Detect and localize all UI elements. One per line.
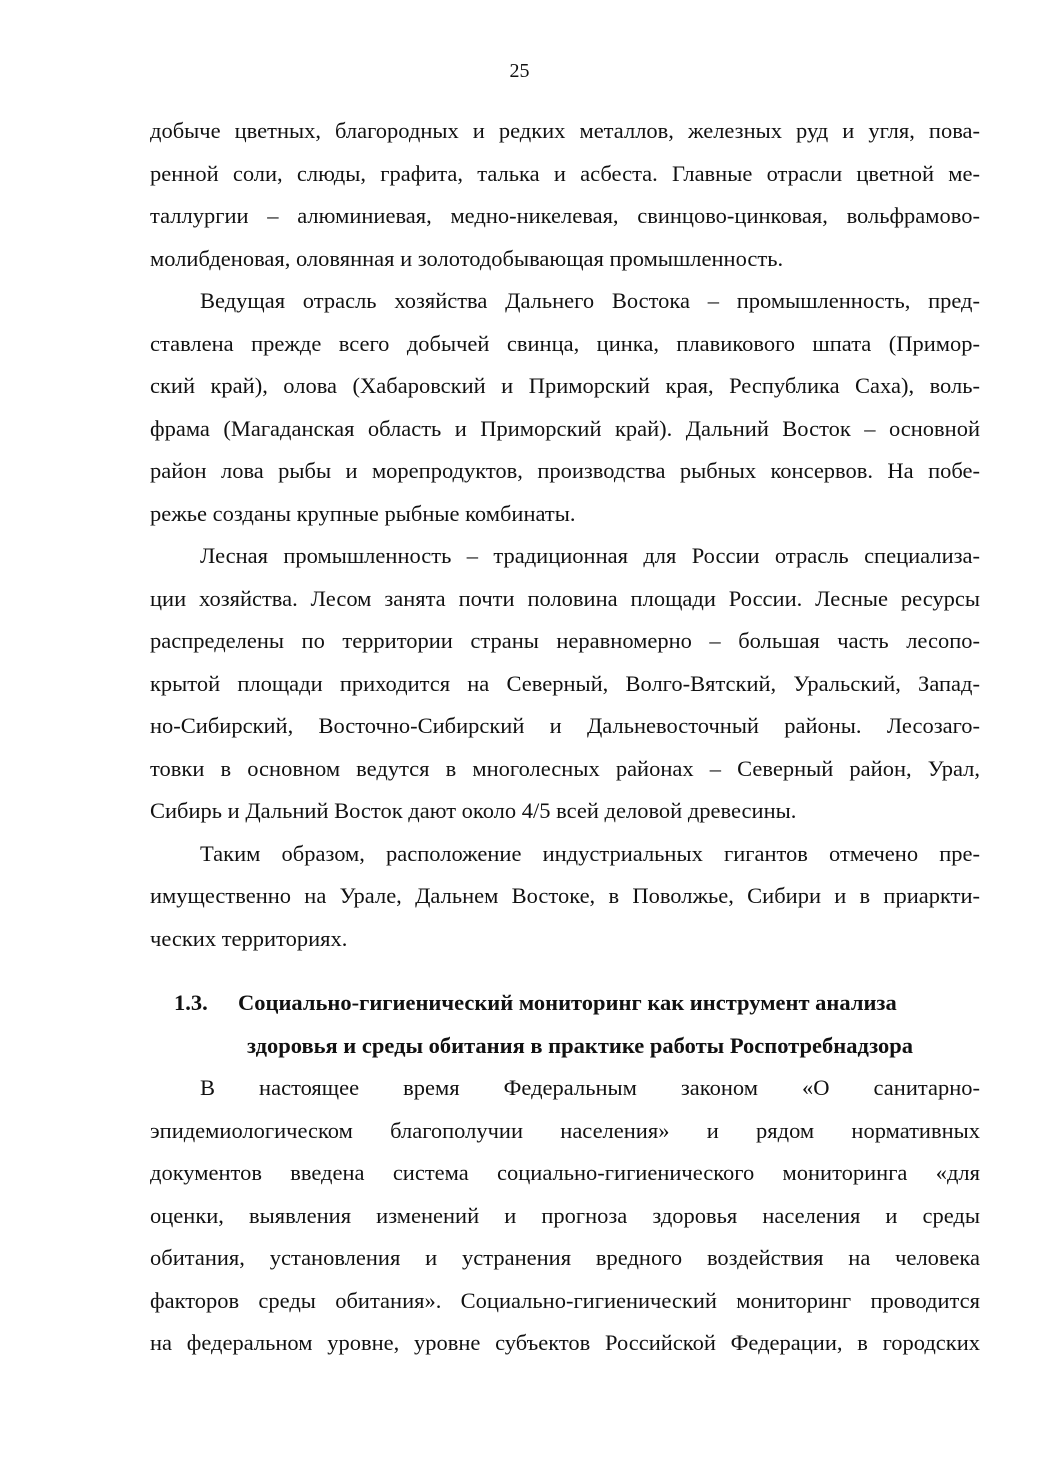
text-line: В настоящее время Федеральным законом «О санитарно- [200,1075,980,1100]
text-line: Ведущая отрасль хозяйства Дальнего Востока – промышленность, пред- [200,288,980,313]
text-line: эпидемиологическом благополучии населения» и рядом нормативных [150,1117,980,1143]
page-content [150,110,980,1365]
text-line: имущественно на Урале, Дальнем Востоке, в Поволжье, Сибири и в приаркти- [150,883,980,908]
section-spacer [150,960,980,982]
text-line: товки в основном ведутся в многолесных районах – Северный район, Урал, [150,755,980,781]
section-title-line1: Социально-гигиенический мониторинг как инструмент анализа [238,990,897,1015]
section-heading-line [150,982,980,1025]
paragraph [150,1067,980,1365]
text-line: крытой площади приходится на Северный, Волго-Вятский, Уральский, Запад- [150,670,980,696]
text-line: документов введена система социально-гигиенического мониторинга «для [150,1160,980,1185]
text-line: молибденовая, оловянная и золотодобывающая промышленность. [150,245,784,271]
section-title-line2: здоровья и среды обитания в практике работы Роспотребнадзора [246,1032,914,1058]
text-line: ский край), олова (Хабаровский и Приморский края, Республика Саха), воль- [150,373,980,398]
text-line: Таким образом, расположение индустриальных гигантов отмечено пре- [200,840,980,866]
text-line: Сибирь и Дальний Восток дают около 4/5 всей деловой древесины. [150,798,797,823]
text-line: ставлена прежде всего добычей свинца, цинка, плавикового шпата (Примор- [150,330,980,356]
section-heading [150,982,980,1067]
text-line: фрама (Магаданская область и Приморский край). Дальний Восток – основной [150,415,980,441]
page-number: 25 [509,60,530,82]
paragraph [150,535,980,833]
text-line: район лова рыбы и морепродуктов, производства рыбных консервов. На побе- [150,458,980,483]
text-line: таллургии – алюминиевая, медно-никелевая, свинцово-цинковая, вольфрамово- [150,203,980,228]
text-line: ческих территориях. [150,925,348,951]
text-line: но-Сибирский, Восточно-Сибирский и Дальневосточный районы. Лесозаго- [150,713,980,738]
text-line: добыче цветных, благородных и редких металлов, железных руд и угля, пова- [150,118,980,143]
text-line: оценки, выявления изменений и прогноза здоровья населения и среды [150,1202,980,1228]
paragraph [150,280,980,535]
text-line: ренной соли, слюды, графита, талька и асбеста. Главные отрасли цветной ме- [150,160,980,186]
paragraph [150,833,980,961]
text-line: на федеральном уровне, уровне субъектов Российской Федерации, в городских [150,1330,980,1355]
text-line: факторов среды обитания». Социально-гигиенический мониторинг проводится [150,1287,980,1313]
text-line: ции хозяйства. Лесом занята почти половина площади России. Лесные ресурсы [150,585,980,611]
text-line: обитания, установления и устранения вредного воздействия на человека [150,1245,980,1270]
text-line: распределены по территории страны неравномерно – большая часть лесопо- [150,628,980,653]
text-line: режье созданы крупные рыбные комбинаты. [150,500,576,526]
section-number: 1.3. [174,990,208,1015]
paragraph [150,110,980,280]
text-line: Лесная промышленность – традиционная для России отрасль специализа- [200,543,980,568]
